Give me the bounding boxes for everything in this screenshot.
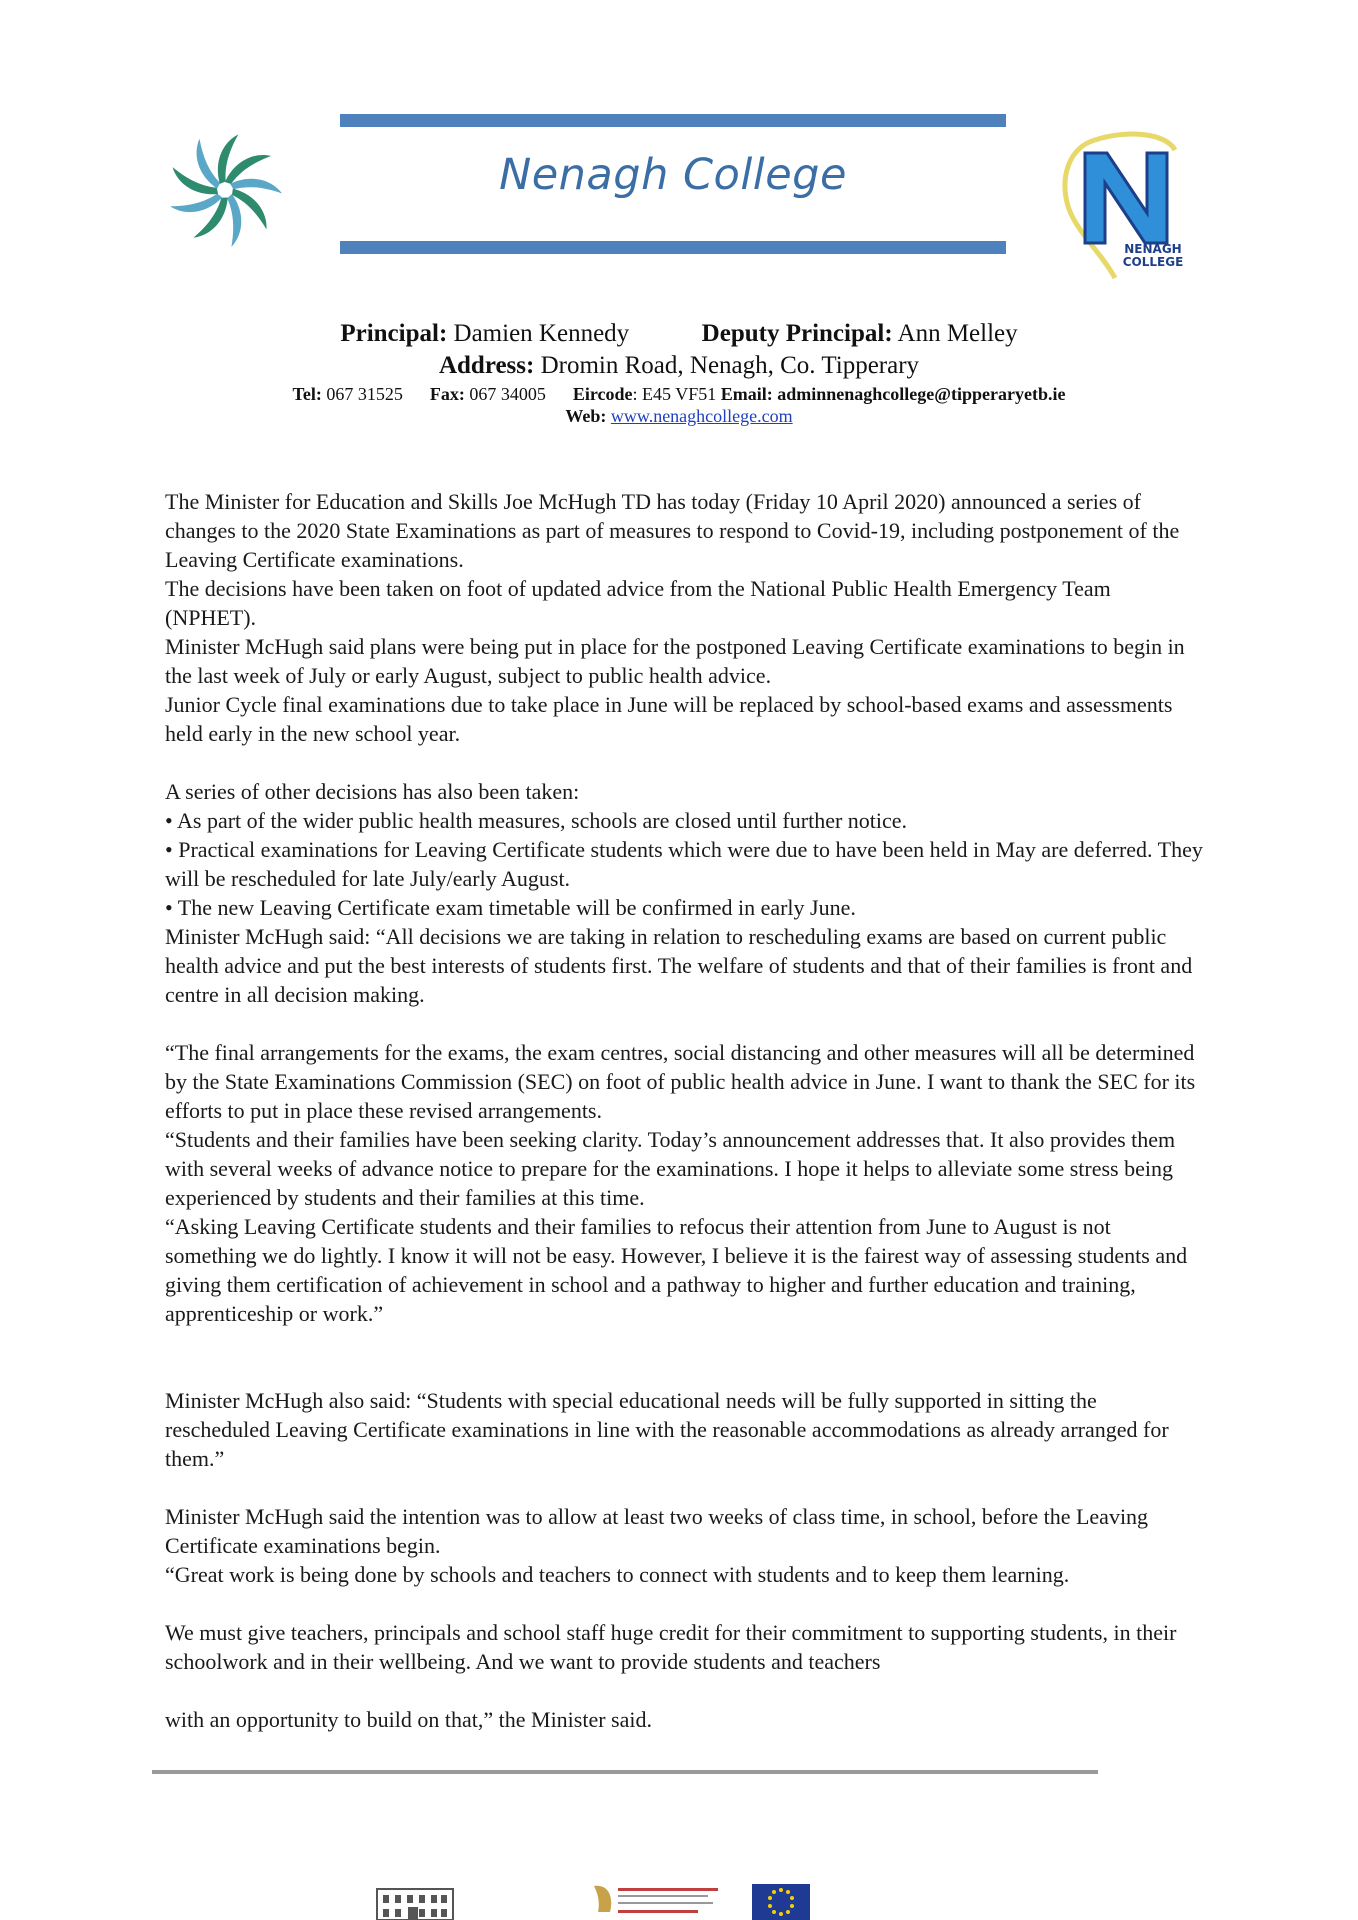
paragraph: The decisions have been taken on foot of updated advice from the National Public Health Emergency Team (NPHET). [165,576,1111,630]
deputy-label: Deputy Principal: [701,320,893,347]
paragraph: “Great work is being done by schools and teachers to connect with students and to keep them learning. [165,1562,1070,1587]
web-line [0,406,1358,427]
swirl-logo-icon [165,130,285,250]
paragraph: “Students and their families have been seeking clarity. Today’s announcement addresses that. It also provides them with several weeks of advance notice to prepare for the examinations. I hope it helps to alleviate some stress being experienced by students and their families at this time. [165,1127,1176,1210]
svg-text:NENAGH: NENAGH [1124,242,1182,256]
principal-name: Damien Kennedy [453,320,630,347]
paragraph: Minister McHugh said plans were being put in place for the postponed Leaving Certificate examinations to begin in the last week of July or early August, subject to public health advice. [165,634,1185,688]
web-label: Web: [565,406,607,426]
tel-label: Tel: [292,384,322,404]
fax-label: Fax: [429,384,465,404]
bullet-item: • The new Leaving Certificate exam timetable will be confirmed in early June. [165,895,856,920]
address-line [0,352,1358,380]
header-top-bar [340,114,1006,127]
tel-value: 067 31525 [326,384,403,404]
building-logo-icon [375,1885,455,1920]
contact-details-line [0,384,1358,405]
paragraph: Minister McHugh said: “All decisions we are taking in relation to rescheduling exams are based on current public health advice and put the best interests of students first. The welfare of students and that of their families is front and centre in all decision making. [165,924,1193,1007]
address-value: Dromin Road, Nenagh, Co. Tipperary [540,352,920,379]
paragraph: Junior Cycle final examinations due to take place in June will be replaced by school-based exams and assessments held early in the new school year. [165,692,1173,746]
principal-label: Principal: [340,320,448,347]
svg-text:COLLEGE: COLLEGE [1122,255,1184,269]
bullet-item: • Practical examinations for Leaving Certificate students which were due to have been held in May are deferred. They will be rescheduled for late July/early August. [165,837,1203,891]
address-label: Address: [438,352,535,379]
footer-divider [152,1770,1098,1774]
header-bottom-bar [340,241,1006,254]
eircode-value: : E45 VF51 [632,384,717,404]
email-value[interactable]: adminnenaghcollege@tipperaryetb.ie [777,384,1066,404]
fax-value: 067 34005 [469,384,546,404]
deputy-name: Ann Melley [897,320,1018,347]
eircode-label: Eircode [572,384,633,404]
paragraph: Minister McHugh said the intention was to allow at least two weeks of class time, in school, before the Leaving Certificate examinations begin. [165,1504,1149,1558]
email-label: Email: [720,384,773,404]
eu-flag-icon [752,1884,810,1920]
paragraph: We must give teachers, principals and school staff huge credit for their commitment to supporting students, in their schoolwork and in their wellbeing. And we want to provide students and teachers [165,1620,1177,1674]
eu-structural-funds-logo-icon [588,1882,728,1920]
paragraph: “The final arrangements for the exams, the exam centres, social distancing and other measures will all be determined by the State Examinations Commission (SEC) on foot of public health advice in June. I want to thank the SEC for its efforts to put in place these revised arrangements. [165,1040,1196,1123]
paragraph: with an opportunity to build on that,” the Minister said. [165,1707,652,1732]
paragraph: “Asking Leaving Certificate students and their families to refocus their attention from June to August is not something we do lightly. I know it will not be easy. However, I believe it is the fairest way of assessing students and giving them certification of achievement in school and a pathway to higher and further education and training, apprenticeship or work.” [165,1214,1188,1326]
staff-line [0,320,1358,348]
page-title: Nenagh College [499,150,847,200]
bullet-item: • As part of the wider public health measures, schools are closed until further notice. [165,808,908,833]
website-link[interactable]: www.nenaghcollege.com [610,406,793,426]
nenagh-college-logo-icon [1055,128,1195,288]
paragraph: A series of other decisions has also been taken: [165,779,580,804]
paragraph: Minister McHugh also said: “Students with special educational needs will be fully supported in sitting the rescheduled Leaving Certificate examinations in line with the reasonable accommodations as already arranged for them.” [165,1388,1169,1471]
announcement-body [165,487,1205,1734]
paragraph: The Minister for Education and Skills Joe McHugh TD has today (Friday 10 April 2020) announced a series of changes to the 2020 State Examinations as part of measures to respond to Covid-19, including postponement of the Leaving Certificate examinations. [165,489,1180,572]
